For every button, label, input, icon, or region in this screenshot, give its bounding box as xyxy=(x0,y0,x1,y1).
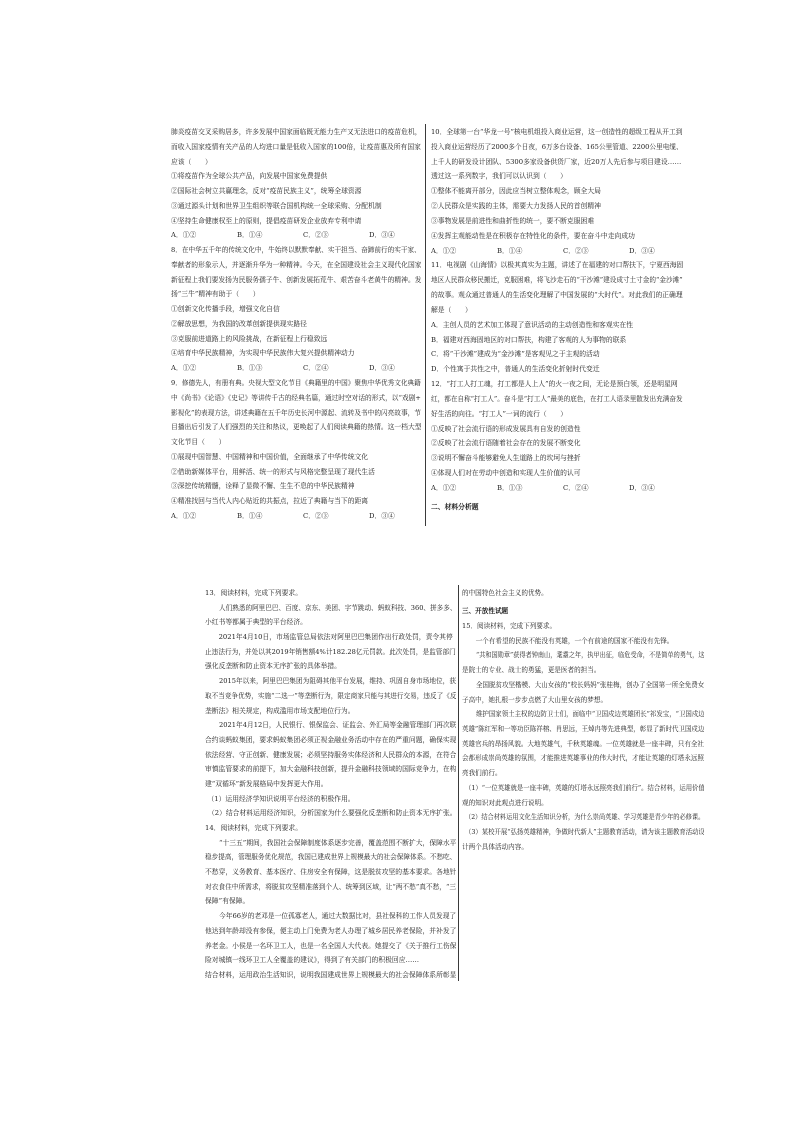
text-line xyxy=(431,273,683,288)
line-text: 亮我们前行。 xyxy=(462,769,502,778)
line-text: 会都形成崇尚英雄的氛围，才能推进英雄事业的伟大时代，才能让英雄的灯塔永远照 xyxy=(462,754,704,763)
text-line xyxy=(205,953,456,968)
text-line xyxy=(205,748,456,763)
line-text: C．将“干沙滩”建成为“金沙滩”是客观见之于主观的活动 xyxy=(431,350,600,359)
line-text: ①展现中国智慧、中国精神和中国价值，全面继承了中华传统文化 xyxy=(171,452,369,461)
text-line xyxy=(205,924,456,939)
line-text: 13．阅读材料，完成下列要求。 xyxy=(205,589,303,597)
answer-choices xyxy=(171,361,421,376)
sub-question-line xyxy=(205,792,456,807)
line-text: 结合材料，运用政治生活知识，说明我国建成世界上规模最大的社会保障体系所彰显 xyxy=(205,970,456,979)
line-text: 2021年4月12日，人民银行、银保监会、证监会、外汇局等金融管理部门再次联 xyxy=(218,721,456,730)
line-text: 文化节目（ ） xyxy=(171,438,226,447)
column-divider xyxy=(458,585,459,981)
line-text: 垄断法》相关规定，构成滥用市场支配地位行为。 xyxy=(205,706,355,715)
text-line xyxy=(431,347,683,362)
line-text: 投入商业运营经历了2000多个日夜，6万多台设备、165公里管道、2200公里电缆、 xyxy=(431,142,683,151)
line-text: 一个有希望的民族不能没有英雄，一个有前途的国家不能没有先锋。 xyxy=(475,636,674,645)
upper-page-right-column xyxy=(431,125,683,515)
text-line xyxy=(431,229,683,244)
sub-question-line xyxy=(462,825,704,840)
line-text: ④培育中华民族精神，为实现中华民族伟大复兴提供精神动力 xyxy=(171,349,355,358)
text-line xyxy=(431,362,683,377)
line-text: 15．阅读材料，完成下列要求。 xyxy=(462,621,557,630)
text-line xyxy=(431,199,683,214)
line-text: 子高中，她扎根一步步点燃了大山里女孩的梦想。 xyxy=(462,695,608,704)
line-text: 14．阅读材料，完成下列要求。 xyxy=(205,824,303,832)
answer-choices xyxy=(171,509,421,524)
paragraph-start-line xyxy=(462,707,704,722)
line-text: 依法经营、守正创新、健康发展；必须坚持服务实体经济和人民群众的本源，在符合 xyxy=(205,750,456,759)
paragraph-start-line xyxy=(462,634,704,649)
text-line xyxy=(431,466,683,481)
text-line xyxy=(171,465,421,480)
answer-choices xyxy=(431,244,683,259)
line-text: ①反映了社会流行语的形成发展具有自发的创造性 xyxy=(431,424,581,433)
sub-question-line xyxy=(462,781,704,796)
line-text: 人们熟悉的阿里巴巴、百度、京东、美团、字节跳动、蚂蚁科技、360、拼多多、 xyxy=(218,603,456,612)
line-text: 小红书等都属于典型的平台经济。 xyxy=(205,618,307,627)
upper-page-left-column xyxy=(171,125,421,524)
text-line xyxy=(431,214,683,229)
line-text: 红，都在自称“打工人”。奋斗是“打工人”最美的底色，在打工人语录里散发出充满奋发 xyxy=(431,394,683,403)
answer-choice: A．①② xyxy=(171,511,197,520)
text-line xyxy=(431,407,683,422)
text-line xyxy=(431,184,683,199)
line-text: 今年66岁的老邓是一位孤寡老人，通过大数据比对，县社保科的工作人员发现了 xyxy=(218,912,456,921)
line-text: ①创新文化传播手段，增强文化自信 xyxy=(171,305,280,314)
text-line xyxy=(431,451,683,466)
text-line xyxy=(171,214,421,229)
line-text: （1）运用经济学知识说明平台经济的积极作用。 xyxy=(207,794,355,803)
column-divider xyxy=(425,124,426,526)
text-line xyxy=(171,273,421,288)
text-line xyxy=(431,169,683,184)
line-text: 9．修德先人，有册有典。央视大型文化节目《典籍里的中国》聚焦中华优秀文化典籍 xyxy=(171,379,421,388)
line-text: 目播出后引发了人们强烈的关注和热议，更唤起了人们阅读典籍的热情。这一档大型 xyxy=(171,423,421,432)
text-line xyxy=(171,450,421,465)
line-text: 12．“打工人打工魂，打工都是人上人”的火一夜之间，无论是预白领，还是明星网 xyxy=(431,380,678,389)
line-text: 8．在中华五千年的传统文化中，牛始终以默默奉献、实干担当、奋蹄前行的实干家、 xyxy=(171,246,421,255)
answer-choice: C．②③ xyxy=(303,511,329,520)
line-text: “共和国勋章”获得者钟南山，耄耋之年，执甲出征，临危受命，不是简单的勇气，这 xyxy=(475,651,704,660)
text-line xyxy=(205,894,456,909)
line-text: ②解放思想，为我国的改革创新提供现实路径 xyxy=(171,319,307,328)
text-line xyxy=(171,155,421,170)
line-text: ②国际社会树立共赢理念，反对“疫苗民族主义”，统筹全球资源 xyxy=(171,187,362,196)
text-line xyxy=(431,288,683,303)
answer-choice: C．②③ xyxy=(303,231,329,240)
text-line xyxy=(171,391,421,406)
answer-choice: D．③④ xyxy=(369,364,395,373)
line-text: 建“双循环”新发展格局中发挥更大作用。 xyxy=(205,779,328,788)
line-text: 奉献者的形象示人，并逐渐升华为一种精神。今天，在全国建设社会主义现代化国家 xyxy=(171,260,421,269)
text-line xyxy=(171,169,421,184)
paragraph-start-line xyxy=(205,674,456,689)
line-text: 止违法行为，并处以其2019年销售额4%计182.28亿元罚款。此次处罚，是监管部门 xyxy=(205,647,456,656)
text-line xyxy=(205,615,456,630)
line-text: ②借助新媒体平台，用鲜活、统一的形式与风格完整呈现了现代生活 xyxy=(171,467,375,476)
question-stem-line xyxy=(205,586,456,601)
question-stem-line xyxy=(171,376,421,391)
text-line xyxy=(462,663,704,678)
text-line xyxy=(171,317,421,332)
line-text: 影视化”的表现方法，讲述典籍在五千年历史长河中源起、流转及书中的闪亮故事，节 xyxy=(171,408,421,417)
answer-choice: A．①② xyxy=(431,483,457,492)
answer-choices xyxy=(431,481,683,496)
question-stem-line xyxy=(431,125,683,140)
answer-choice: D．③④ xyxy=(369,231,395,240)
line-text: 新征程上我们要发扬为民服务孺子牛、创新发展拓荒牛、艰苦奋斗老黄牛的精神。发 xyxy=(171,275,421,284)
question-stem-line xyxy=(171,243,421,258)
text-line xyxy=(462,737,704,752)
paragraph-start-line xyxy=(205,601,456,616)
text-line xyxy=(205,865,456,880)
line-text: 险对城镇一线环卫工人全覆盖的建议》，得到了有关部门的积极回应…… xyxy=(205,956,420,965)
text-line xyxy=(205,704,456,719)
question-stem-line xyxy=(431,258,683,273)
line-text: 三、开放性试题 xyxy=(462,607,509,616)
text-line xyxy=(462,693,704,708)
line-text: 应该（ ） xyxy=(171,157,212,166)
line-text: 二、材料分析题 xyxy=(431,502,479,511)
line-text: ③通过源头计划和世界卫生组织等联合国机构统一全球采购、分配机制 xyxy=(171,201,382,210)
text-line xyxy=(431,436,683,451)
line-text: 维护国家领土主权的边防卫士们，面临中“卫国戍边英雄团长”祁发宝，“卫国戍边 xyxy=(475,710,704,719)
answer-choice: D．③④ xyxy=(369,511,395,520)
answer-choice: B．①③ xyxy=(497,483,523,492)
text-line xyxy=(171,184,421,199)
line-text: 养老金。小侯是一名环卫工人，也是一名全国人大代表。她提交了《关于推行工伤保 xyxy=(205,941,456,950)
text-line xyxy=(462,840,704,855)
text-line xyxy=(462,751,704,766)
answer-choice: C．②④ xyxy=(563,483,589,492)
paragraph-start-line xyxy=(462,678,704,693)
line-text: 强化反垄断和防止资本无序扩张的具体举措。 xyxy=(205,662,341,671)
line-text: 合约谈蚂蚁集团，要求蚂蚁集团必须正视金融业务活动中存在的严重问题，确保实现 xyxy=(205,735,456,744)
line-text: ③事物发展是前进性和曲折性的统一，要不断克服困难 xyxy=(431,216,595,225)
line-text: 解是（ ） xyxy=(431,305,472,314)
text-line xyxy=(171,346,421,361)
line-text: 2021年4月10日，市场监管总局依法对阿里巴巴集团作出行政处罚，责令其停 xyxy=(218,633,453,642)
lower-page-right-column xyxy=(462,586,704,854)
line-text: 计两个具体活动内容。 xyxy=(462,842,528,851)
text-line xyxy=(431,422,683,437)
line-text: ③深挖传统精髓，诠释了显微不懈、生生不息的中华民族精神 xyxy=(171,482,355,491)
question-stem-line xyxy=(205,968,456,983)
section-heading xyxy=(431,500,683,515)
line-text: 2015年以来，阿里巴巴集团为阻碍其他平台发展，维持、巩固自身市场地位，获 xyxy=(218,677,456,686)
paragraph-start-line xyxy=(205,630,456,645)
line-text: 他达到年龄却没有参保，便主动上门免费为老人办理了城乡居民养老保险，并补发了 xyxy=(205,926,456,935)
line-text: 11．电视剧《山海情》以极其真实为主题，讲述了在福建的对口帮扶下，宁夏西海固 xyxy=(431,261,683,270)
line-text: 对衣食住中所需求，将脱贫攻坚精准落到个人、统筹到区域，让“两不愁”真不愁，“三 xyxy=(205,882,456,891)
line-text: B．福建对西海固地区的对口帮扶，构建了客观的人为事物的联系 xyxy=(431,335,627,344)
text-line xyxy=(205,645,456,660)
line-text: 中《尚书》《论语》《史记》等讲传千古的经典名篇，通过时空对话的形式，以“戏剧+ xyxy=(171,393,421,402)
question-stem-line xyxy=(431,377,683,392)
paragraph-start-line xyxy=(205,718,456,733)
question-stem-line xyxy=(462,619,704,634)
answer-choice: B．①④ xyxy=(237,511,263,520)
line-text: 英雄官兵的昂扬风貌。大地英雄气，千秋英雄魂。一位英雄就是一座丰碑，只有全社 xyxy=(462,739,704,748)
text-line xyxy=(431,303,683,318)
line-text: （2）结合材料运用文化生活知识分析，为什么崇尚英雄、学习英雄是青少年的必修课。 xyxy=(464,813,704,822)
line-text: ④坚持生命健康权至上的原则，提倡疫苗研发企业放弃专利申请 xyxy=(171,216,362,225)
line-text: 保障”有保障。 xyxy=(205,897,250,906)
line-text: ②反映了社会流行语随着社会存在的发展不断变化 xyxy=(431,439,581,448)
line-text: 10．全球第一台“华龙一号”核电机组投入商业运营，这一创造性的超级工程从开工到 xyxy=(431,128,683,136)
text-line xyxy=(205,762,456,777)
line-text: （2）结合材料运用经济知识，分析国家为什么要强化反垄断和防止资本无序扩张。 xyxy=(207,809,456,818)
text-line xyxy=(171,287,421,302)
text-line xyxy=(462,586,704,601)
line-text: ③说明不懈奋斗能够避免人生道路上的坎坷与挫折 xyxy=(431,454,581,463)
text-line xyxy=(431,318,683,333)
text-line xyxy=(462,766,704,781)
text-line xyxy=(171,258,421,273)
text-line xyxy=(171,125,421,140)
line-text: ③克服前进道路上的风险挑战，在新征程上行稳致远 xyxy=(171,334,328,343)
line-text: 而收入国家疫情有关产品的人均进口量是低收入国家的100倍，让疫苗惠及所有国家 xyxy=(171,142,421,151)
line-text: 好生活的向往。“打工人”一词的流行（ ） xyxy=(431,409,568,418)
text-line xyxy=(431,155,683,170)
answer-choice: C．②④ xyxy=(303,364,329,373)
line-text: （1）“一位英雄就是一座丰碑，英雄的灯塔永远照亮我们前行”。结合材料，运用价值 xyxy=(464,783,704,792)
sub-question-line xyxy=(462,810,704,825)
line-text: 是院士的专业、战士的勇猛，更是医者的担当。 xyxy=(462,666,601,675)
line-text: 的故事。观众通过普通人的生活变化理解了中国发展的“大时代”。对此我们的正确理 xyxy=(431,291,683,300)
answer-choice: A．①② xyxy=(171,364,197,373)
answer-choice: D．③④ xyxy=(629,246,655,255)
text-line xyxy=(205,939,456,954)
text-line xyxy=(462,796,704,811)
line-text: ②人民群众是实践的主体，需要大力发扬人民的首创精神 xyxy=(431,202,601,211)
line-text: 观的知识对此观点进行说明。 xyxy=(462,798,548,807)
line-text: 肺炎疫苗交叉采购居多，许多发展中国家面临既无能力生产又无法进口的疫苗危机， xyxy=(171,128,421,136)
section-heading xyxy=(462,604,704,619)
line-text: 地区人民群众移民搬迁，克服困难，将飞沙走石的“干沙滩”建设成寸土寸金的“金沙滩” xyxy=(431,276,683,285)
text-line xyxy=(431,140,683,155)
answer-choice: B．①④ xyxy=(497,246,523,255)
text-line xyxy=(205,689,456,704)
line-text: 的中国特色社会主义的优势。 xyxy=(462,589,548,597)
sub-question-line xyxy=(205,806,456,821)
text-line xyxy=(171,140,421,155)
line-text: “十三五”期间，我国社会保障制度体系逐步完善，覆盖范围不断扩大，保障水平 xyxy=(218,838,456,847)
line-text: 上千人的研发设计团队、5300多家设备供货厂家，近20万人先后参与项目建设…… xyxy=(431,157,682,166)
text-line xyxy=(462,722,704,737)
question-stem-line xyxy=(205,821,456,836)
line-text: 不愁穿，义务教育、基本医疗、住房安全有保障，这是脱贫攻坚的基本要求。各地针 xyxy=(205,868,456,877)
line-text: ④发挥主观能动性是在积极存在特性化的条件，要在奋斗中走向成功 xyxy=(431,231,635,240)
answer-choice: B．①③ xyxy=(237,364,263,373)
text-line xyxy=(205,850,456,865)
text-line xyxy=(205,777,456,792)
text-line xyxy=(431,333,683,348)
line-text: （3）某校开展“弘扬英雄精神，争做时代新人”主题教育活动，请为该主题教育活动设 xyxy=(464,828,704,836)
text-line xyxy=(171,479,421,494)
line-text: 审慎监管要求的前提下，加大金融科技创新，提升金融科技领域的国际竞争力，在构 xyxy=(205,765,456,774)
line-text: 透过这一系列数字，我们可以认识到（ ） xyxy=(431,172,567,181)
line-text: ④体现人们对在劳动中创造和实现人生价值的认可 xyxy=(431,469,581,478)
text-line xyxy=(171,435,421,450)
paragraph-start-line xyxy=(205,836,456,851)
line-text: 全国脱贫攻坚楷模、大山女孩的“校长妈妈”张桂梅，创办了全国第一所全免费女 xyxy=(475,680,704,689)
line-text: ④精准找回与当代人内心贴近的共振点，拉近了典籍与当下的距离 xyxy=(171,497,369,506)
text-line xyxy=(171,199,421,214)
answer-choice: C．②③ xyxy=(563,246,589,255)
text-line xyxy=(171,302,421,317)
paragraph-start-line xyxy=(462,648,704,663)
text-line xyxy=(171,420,421,435)
line-text: A．主创人员的艺术加工体现了意识活动的主动创造性和客观实在性 xyxy=(431,320,634,329)
text-line xyxy=(171,494,421,509)
text-line xyxy=(171,332,421,347)
answer-choices xyxy=(171,228,421,243)
answer-choice: B．①④ xyxy=(237,231,263,240)
text-line xyxy=(205,733,456,748)
paragraph-start-line xyxy=(205,909,456,924)
text-line xyxy=(431,392,683,407)
line-text: D．个性寓于共性之中，普通人的生活变化折射时代变迁 xyxy=(431,365,600,374)
text-line xyxy=(205,880,456,895)
line-text: 扬“三牛”精神有助于（ ） xyxy=(171,290,260,299)
text-line xyxy=(205,659,456,674)
answer-choice: D．③④ xyxy=(629,483,655,492)
line-text: 稳步提高，管理服务优化规范，我国已建成世界上规模最大的社会保障体系。不愁吃、 xyxy=(205,853,456,862)
answer-choice: A．①② xyxy=(431,246,457,255)
answer-choice: A．①② xyxy=(171,231,197,240)
lower-page-left-column xyxy=(205,586,456,983)
line-text: ①整体不能离开部分，因此应当树立整体观念，顾全大局 xyxy=(431,187,601,196)
line-text: 英雄”陈红军和一等功臣陈祥榕、肖思远，王焯冉等先进典型，彰显了新时代卫国戍边 xyxy=(462,724,704,733)
line-text: ①将疫苗作为全球公共产品，向发展中国家免费提供 xyxy=(171,172,328,181)
line-text: 取不当竞争优势，实施“二选一”等垄断行为，限定商家只能与其进行交易，违反了《反 xyxy=(205,691,456,700)
text-line xyxy=(171,406,421,421)
